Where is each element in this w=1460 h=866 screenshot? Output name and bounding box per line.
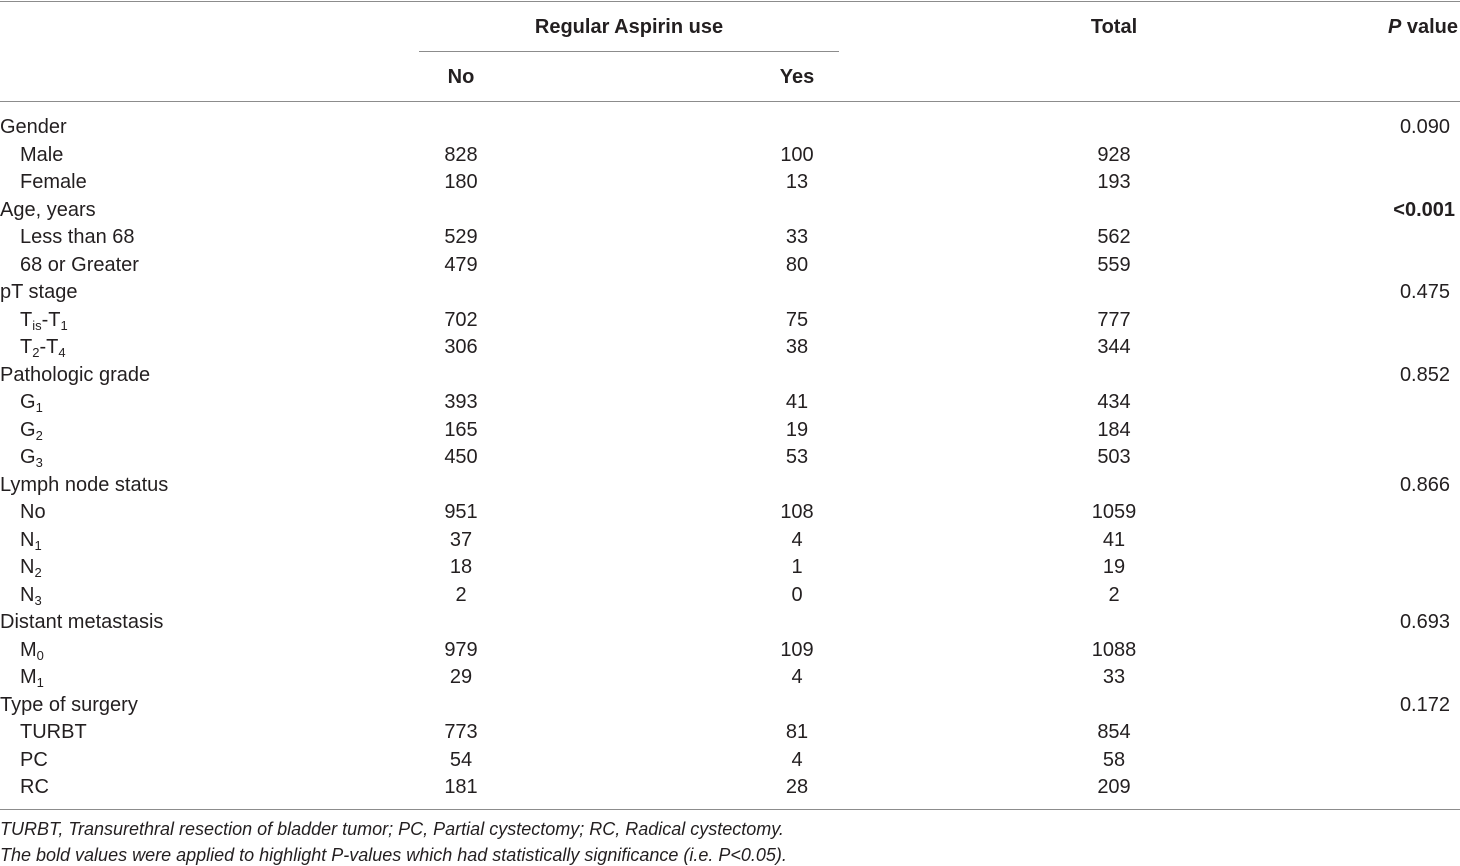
cell-total: 19 [1102, 556, 1126, 578]
row-label [0, 279, 77, 307]
row-label [20, 774, 49, 802]
table-row [0, 389, 1460, 417]
header-total: Total [1090, 16, 1138, 38]
row-label [20, 334, 66, 362]
row-label-subscript: 3 [34, 592, 42, 608]
row-label-text: PC [20, 748, 48, 771]
cell-yes: 81 [785, 721, 809, 743]
cell-no: 773 [444, 721, 478, 743]
row-label-text: G [20, 391, 36, 413]
table-row [0, 252, 1460, 280]
header-yes: Yes [779, 66, 815, 88]
cell-no: 18 [449, 556, 473, 578]
table-group-row [0, 197, 1460, 225]
row-label-text: Lymph node status [0, 473, 169, 496]
row-label-subscript: 2 [34, 565, 42, 580]
cell-yes: 53 [785, 446, 809, 468]
table-row [0, 554, 1460, 582]
row-label-text: Pathologic grade [0, 363, 151, 386]
row-label [0, 362, 150, 390]
row-label [0, 609, 163, 637]
row-label [20, 554, 42, 582]
row-label-text: TURBT [20, 721, 87, 743]
table-group-row [0, 609, 1460, 637]
cell-total: 2 [1108, 583, 1120, 606]
cell-yes: 108 [780, 501, 814, 523]
header-no: No [447, 66, 475, 88]
row-label [20, 747, 48, 775]
row-label-text: Type of surgery [0, 693, 138, 716]
row-label-text: Gender [0, 116, 67, 138]
footnote-bold-note: The bold values were applied to highlight P-values which had statistically significance (i.e. P<0.05). [0, 845, 787, 865]
cell-total: 777 [1097, 308, 1131, 331]
row-label-subscript: 1 [60, 317, 68, 333]
table-row [0, 224, 1460, 252]
table-row [0, 664, 1460, 692]
table-row [0, 334, 1460, 362]
cell-p-value: <0.001 [1393, 198, 1455, 221]
row-label-text: No [20, 501, 46, 523]
cell-total: 58 [1102, 748, 1126, 771]
group-underline [419, 51, 839, 52]
table-group-row [0, 114, 1460, 142]
row-label-subscript: 1 [36, 675, 44, 690]
row-label-text: -T [39, 336, 59, 358]
cell-yes: 100 [780, 143, 814, 166]
table-row [0, 499, 1460, 527]
table-bottom-rule [0, 809, 1460, 810]
row-label [20, 637, 44, 665]
row-label-text: T [20, 336, 33, 358]
row-label-subscript: is [32, 317, 42, 333]
table-row [0, 527, 1460, 555]
cell-yes: 1 [791, 556, 803, 578]
row-label [20, 389, 43, 417]
table-group-row [0, 692, 1460, 720]
cell-total: 209 [1097, 776, 1131, 798]
cell-yes: 13 [785, 171, 809, 193]
cell-yes: 80 [785, 253, 809, 276]
cell-total: 503 [1097, 446, 1131, 468]
table-top-rule [0, 1, 1460, 2]
cell-total: 1088 [1091, 638, 1137, 661]
cell-total: 41 [1102, 528, 1126, 551]
row-label-text: Male [20, 143, 64, 166]
row-label [20, 169, 87, 197]
cell-total: 559 [1097, 253, 1131, 276]
table-row [0, 307, 1460, 335]
cell-total: 184 [1097, 418, 1131, 441]
row-label-subscript: 3 [35, 455, 43, 470]
row-label [20, 444, 43, 472]
row-label [20, 719, 87, 747]
row-label [20, 582, 42, 610]
row-label-subscript: 2 [35, 427, 43, 443]
row-label-text: pT stage [0, 281, 78, 303]
row-label-text: Female [20, 171, 87, 193]
table-group-row [0, 362, 1460, 390]
row-label-subscript: 4 [58, 345, 66, 360]
header-p-value [1388, 15, 1458, 39]
cell-no: 393 [444, 391, 478, 413]
row-label [20, 499, 46, 527]
table-row [0, 444, 1460, 472]
header-bottom-rule [0, 101, 1460, 102]
cell-total: 854 [1097, 721, 1131, 743]
cell-total: 434 [1097, 391, 1131, 413]
cell-no: 702 [444, 308, 478, 331]
cell-yes: 19 [785, 418, 809, 441]
row-label [20, 417, 43, 445]
cell-p-value: 0.172 [1399, 693, 1450, 716]
header-p-italic: P [1387, 16, 1402, 38]
group-header: Regular Aspirin use [534, 16, 724, 38]
row-label-text: Distant metastasis [0, 611, 164, 633]
row-label [0, 114, 67, 142]
cell-yes: 4 [791, 666, 803, 688]
cell-no: 529 [444, 226, 478, 248]
row-label [20, 664, 44, 692]
cell-yes: 33 [785, 226, 809, 248]
row-label-text: 68 or Greater [20, 253, 139, 276]
footnote-abbreviations: TURBT, Transurethral resection of bladder tumor; PC, Partial cystectomy; RC, Radical cystectomy. [0, 819, 784, 839]
cell-no: 450 [444, 446, 478, 468]
cell-yes: 41 [785, 391, 809, 413]
table-group-row [0, 279, 1460, 307]
table-row [0, 637, 1460, 665]
row-label-text: M [20, 638, 37, 661]
table-row [0, 582, 1460, 610]
cell-p-value: 0.693 [1399, 611, 1450, 633]
row-label [20, 527, 42, 555]
cell-no: 29 [449, 666, 473, 688]
cell-yes: 4 [791, 528, 803, 551]
cell-total: 344 [1097, 336, 1131, 358]
cell-yes: 4 [791, 748, 803, 771]
row-label-text: N [20, 556, 35, 578]
table-group-row [0, 472, 1460, 500]
row-label-text: G [20, 418, 36, 441]
row-label [0, 692, 138, 720]
table-row [0, 142, 1460, 170]
cell-total: 33 [1102, 666, 1126, 688]
row-label [20, 224, 135, 252]
cell-no: 479 [444, 253, 478, 276]
cell-no: 181 [444, 776, 478, 798]
cell-yes: 109 [780, 638, 814, 661]
cell-no: 180 [444, 171, 478, 193]
row-label-subscript: 2 [32, 345, 40, 360]
cell-total: 928 [1097, 143, 1131, 166]
cell-total: 1059 [1091, 501, 1137, 523]
row-label [20, 142, 63, 170]
row-label-text: RC [20, 776, 49, 798]
cell-p-value: 0.090 [1399, 116, 1450, 138]
cell-no: 828 [444, 143, 478, 166]
cell-no: 54 [449, 748, 473, 771]
row-label [0, 472, 168, 500]
cell-yes: 28 [785, 776, 809, 798]
cell-no: 2 [455, 583, 467, 606]
row-label-text: Age, years [0, 198, 96, 221]
row-label-text: -T [41, 308, 61, 331]
cell-yes: 38 [785, 336, 809, 358]
table-body [0, 114, 1460, 802]
row-label-subscript: 1 [34, 537, 42, 553]
cell-p-value: 0.852 [1399, 363, 1450, 386]
row-label-text: N [20, 528, 35, 551]
table-row [0, 747, 1460, 775]
cell-yes: 75 [785, 308, 809, 331]
cell-no: 979 [444, 638, 478, 661]
table-row [0, 719, 1460, 747]
row-label [0, 197, 96, 225]
row-label-text: G [20, 446, 36, 468]
cell-no: 165 [444, 418, 478, 441]
row-label-text: Less than 68 [20, 226, 135, 248]
cell-yes: 0 [791, 583, 803, 606]
header-p-rest: value [1401, 16, 1458, 38]
cell-p-value: 0.475 [1399, 281, 1450, 303]
table-row [0, 169, 1460, 197]
row-label-text: N [20, 583, 35, 606]
cell-no: 951 [444, 501, 478, 523]
row-label-subscript: 0 [36, 647, 44, 663]
cell-total: 193 [1097, 171, 1131, 193]
cell-total: 562 [1097, 226, 1131, 248]
row-label-text: M [20, 666, 37, 688]
cell-no: 306 [444, 336, 478, 358]
row-label [20, 307, 68, 335]
cell-no: 37 [449, 528, 473, 551]
row-label [20, 252, 139, 280]
row-label-subscript: 1 [35, 400, 43, 415]
cell-p-value: 0.866 [1399, 473, 1450, 496]
table-row [0, 774, 1460, 802]
table-row [0, 417, 1460, 445]
row-label-text: T [20, 308, 33, 331]
